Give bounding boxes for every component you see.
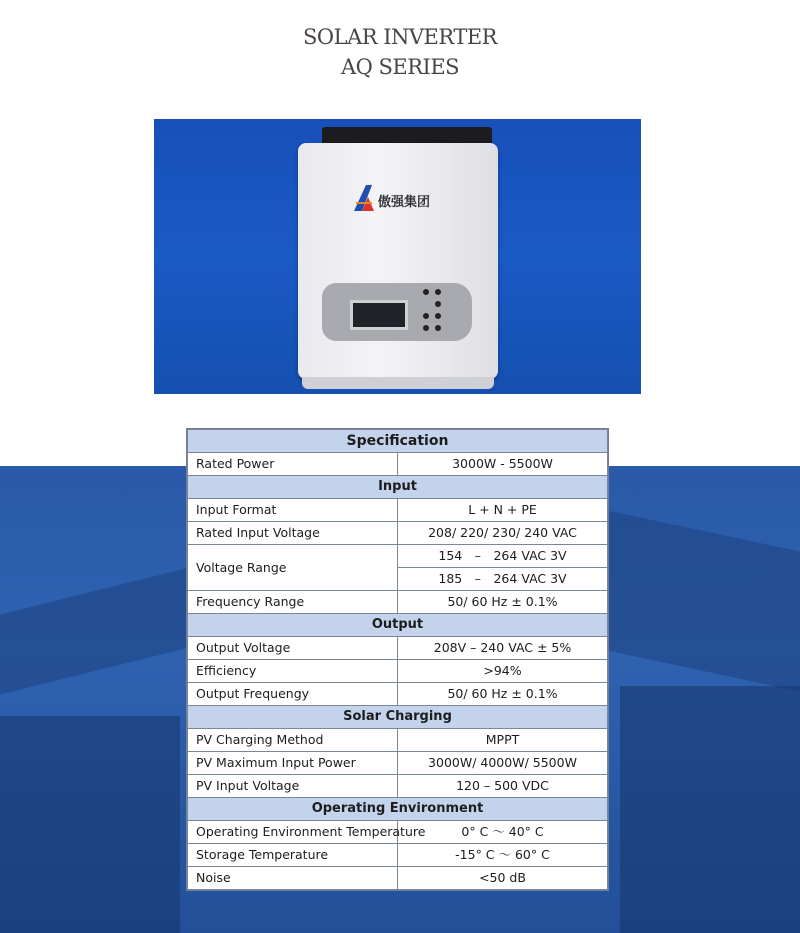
row-value: 154 – 264 VAC 3V bbox=[398, 545, 608, 568]
table-row bbox=[188, 522, 608, 545]
row-label: PV Input Voltage bbox=[188, 775, 398, 798]
section-heading: Output bbox=[188, 614, 608, 637]
row-value: -15° C ～ 60° C bbox=[398, 844, 608, 867]
row-label: Storage Temperature bbox=[188, 844, 398, 867]
row-label: Frequency Range bbox=[188, 591, 398, 614]
row-label: Rated Input Voltage bbox=[188, 522, 398, 545]
table-row bbox=[188, 821, 608, 844]
row-value: 185 – 264 VAC 3V bbox=[398, 568, 608, 591]
row-value: 3000W - 5500W bbox=[398, 453, 608, 476]
panel-button bbox=[423, 289, 429, 295]
row-value: 0° C ～ 40° C bbox=[398, 821, 608, 844]
section-heading: Input bbox=[188, 476, 608, 499]
row-label: Rated Power bbox=[188, 453, 398, 476]
table-row bbox=[188, 752, 608, 775]
title-line-1: SOLAR INVERTER bbox=[303, 25, 497, 49]
row-label: Noise bbox=[188, 867, 398, 890]
table-row bbox=[188, 775, 608, 798]
section-heading-row bbox=[188, 798, 608, 821]
row-label: PV Maximum Input Power bbox=[188, 752, 398, 775]
row-value: 208V – 240 VAC ± 5% bbox=[398, 637, 608, 660]
table-row bbox=[188, 729, 608, 752]
inverter-base bbox=[302, 377, 494, 389]
row-value: >94% bbox=[398, 660, 608, 683]
wall-shape bbox=[0, 716, 180, 933]
row-value: 50/ 60 Hz ± 0.1% bbox=[398, 683, 608, 706]
product-photo bbox=[154, 119, 641, 394]
table-row bbox=[188, 453, 608, 476]
brand-logo bbox=[352, 181, 444, 215]
row-label: Voltage Range bbox=[188, 545, 398, 591]
panel-button bbox=[435, 325, 441, 331]
row-value: 120 – 500 VDC bbox=[398, 775, 608, 798]
section-heading-row bbox=[188, 476, 608, 499]
row-label: Output Frequengy bbox=[188, 683, 398, 706]
table-row bbox=[188, 844, 608, 867]
panel-button bbox=[423, 313, 429, 319]
triangle-a-logo-icon bbox=[352, 181, 376, 215]
panel-button bbox=[435, 289, 441, 295]
inverter-body bbox=[298, 143, 498, 379]
row-label: PV Charging Method bbox=[188, 729, 398, 752]
lcd-screen bbox=[350, 300, 408, 330]
table-row bbox=[188, 867, 608, 890]
table-row bbox=[188, 591, 608, 614]
specification-table bbox=[186, 428, 609, 891]
panel-button bbox=[435, 313, 441, 319]
page-title bbox=[0, 22, 800, 82]
table-row bbox=[188, 545, 608, 568]
title-line-2: AQ SERIES bbox=[340, 55, 460, 79]
row-value: 50/ 60 Hz ± 0.1% bbox=[398, 591, 608, 614]
row-value: MPPT bbox=[398, 729, 608, 752]
table-row bbox=[188, 499, 608, 522]
row-label: Input Format bbox=[188, 499, 398, 522]
section-heading-row bbox=[188, 706, 608, 729]
row-value: <50 dB bbox=[398, 867, 608, 890]
wall-shape bbox=[620, 686, 800, 933]
table-heading-row bbox=[188, 430, 608, 453]
section-heading: Operating Environment bbox=[188, 798, 608, 821]
table-row bbox=[188, 660, 608, 683]
panel-button bbox=[423, 325, 429, 331]
row-value: 3000W/ 4000W/ 5500W bbox=[398, 752, 608, 775]
section-heading: Solar Charging bbox=[188, 706, 608, 729]
table-row bbox=[188, 683, 608, 706]
row-label: Efficiency bbox=[188, 660, 398, 683]
row-label: Operating Environment Temperature bbox=[188, 821, 398, 844]
control-panel bbox=[322, 283, 472, 341]
row-label: Output Voltage bbox=[188, 637, 398, 660]
panel-button bbox=[435, 301, 441, 307]
section-heading-row bbox=[188, 614, 608, 637]
row-value: 208/ 220/ 230/ 240 VAC bbox=[398, 522, 608, 545]
row-value: L + N + PE bbox=[398, 499, 608, 522]
table-row bbox=[188, 637, 608, 660]
table-title: Specification bbox=[188, 430, 608, 453]
brand-text: 傲强集团 bbox=[378, 195, 431, 210]
